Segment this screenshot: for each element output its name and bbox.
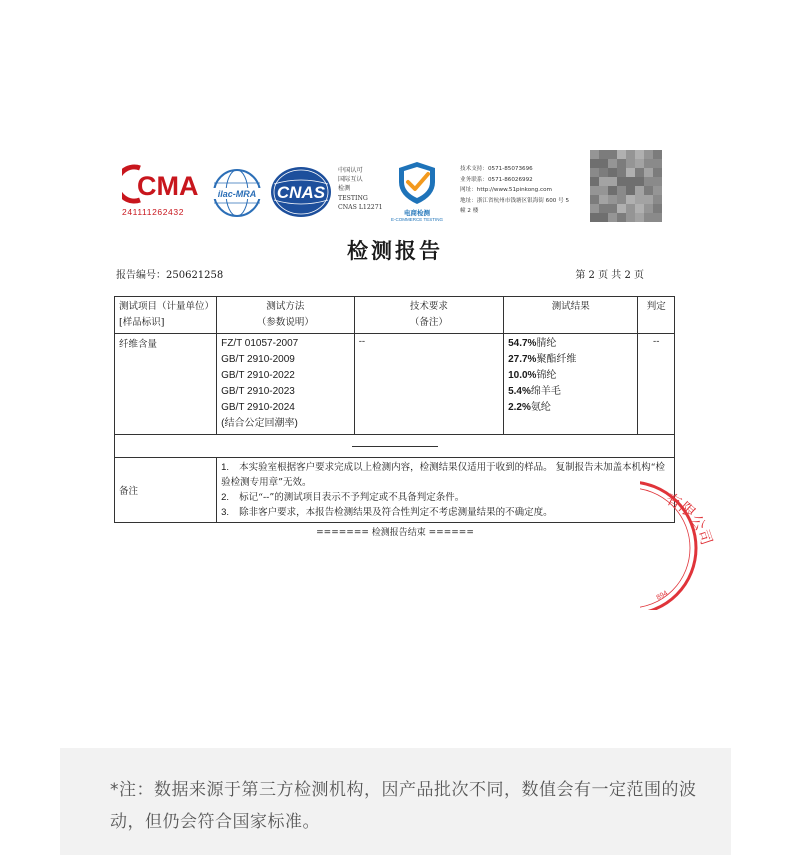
cell-methods xyxy=(217,334,355,435)
header-requirement-line: （备注） xyxy=(409,317,448,328)
qr-pixel xyxy=(644,186,653,195)
separator-row xyxy=(115,435,675,458)
qr-pixel xyxy=(635,177,644,186)
contact-line: 业务联系：0571-86026992 xyxy=(460,176,533,183)
table-row xyxy=(115,334,675,435)
header-test-method xyxy=(217,297,355,334)
qr-pixel xyxy=(626,159,635,168)
ecommerce-subtitle: E-COMMERCE TESTING xyxy=(391,217,443,222)
qr-pixel xyxy=(626,204,635,213)
note-item xyxy=(221,505,670,520)
certification-logos xyxy=(120,160,680,222)
qr-pixel xyxy=(608,177,617,186)
qr-pixel xyxy=(635,204,644,213)
qr-pixel xyxy=(626,186,635,195)
cnas-line: 中国认可 xyxy=(338,167,363,174)
qr-pixel xyxy=(644,150,653,159)
separator-line xyxy=(352,446,438,447)
qr-pixel xyxy=(635,213,644,222)
cell-judgement: -- xyxy=(638,334,675,435)
result-fiber: 氨纶 xyxy=(530,402,551,413)
cma-mark-text: CMA xyxy=(137,171,198,201)
report-number-label: 报告编号： xyxy=(116,270,166,281)
page-info: 第 2 页 共 2 页 xyxy=(575,270,644,281)
contact-line: 幢 2 楼 xyxy=(460,208,479,214)
ilac-mra-logo xyxy=(212,168,262,218)
qr-pixel xyxy=(608,213,617,222)
footer-note-panel xyxy=(60,748,731,855)
qr-pixel xyxy=(590,195,599,204)
report-title: 检测报告 xyxy=(347,238,443,263)
qr-pixel xyxy=(635,195,644,204)
qr-pixel xyxy=(599,168,608,177)
qr-pixel xyxy=(644,159,653,168)
cnas-globe-icon xyxy=(270,166,332,218)
qr-pixel xyxy=(590,168,599,177)
qr-pixel xyxy=(599,195,608,204)
qr-pixel xyxy=(608,195,617,204)
result-percent: 2.2% xyxy=(508,402,531,413)
note-number: 1. xyxy=(221,462,230,473)
stamp-code: 894 xyxy=(655,589,670,602)
qr-pixel xyxy=(608,159,617,168)
qr-pixel xyxy=(653,168,662,177)
qr-pixel xyxy=(635,159,644,168)
qr-pixel xyxy=(590,150,599,159)
cnas-line: TESTING xyxy=(338,194,368,202)
qr-pixel xyxy=(617,186,626,195)
note-text: 本实验室根据客户要求完成以上检测内容，检测结果仅适用于收到的样品。 复制报告未加盖本机构“检验检测专用章”无效。 xyxy=(221,462,665,488)
qr-pixel xyxy=(617,177,626,186)
report-end-mark: ======= 检测报告结束 ====== xyxy=(316,528,474,538)
qr-pixel xyxy=(635,150,644,159)
qr-pixel xyxy=(599,186,608,195)
header-test-method-line: （参数说明） xyxy=(256,317,314,328)
method-standard: GB/T 2910-2023 xyxy=(221,386,295,397)
remark-notes xyxy=(217,458,675,523)
qr-pixel xyxy=(644,177,653,186)
header-test-item xyxy=(115,297,217,334)
qr-pixel xyxy=(617,168,626,177)
qr-pixel xyxy=(599,204,608,213)
cma-logo xyxy=(122,164,204,222)
qr-pixel xyxy=(626,213,635,222)
header-test-item-line: 测试项目（计量单位） xyxy=(119,301,215,312)
note-number: 3. xyxy=(221,507,230,518)
qr-pixel xyxy=(599,159,608,168)
qr-pixel xyxy=(608,204,617,213)
stamp-text: 有限公司 xyxy=(663,489,716,548)
remarks-row xyxy=(115,458,675,523)
ilac-text: ilac-MRA xyxy=(217,189,257,199)
qr-pixel xyxy=(653,213,662,222)
cell-test-item: 纤维含量 xyxy=(115,334,217,435)
qr-pixel xyxy=(608,186,617,195)
cnas-logo xyxy=(270,166,332,218)
remark-label: 备注 xyxy=(115,458,217,523)
report-number xyxy=(116,266,223,281)
table-header-row xyxy=(115,297,675,334)
report-number-value: 250621258 xyxy=(166,270,224,281)
contact-line: 地址：浙江省杭州市钱塘区银海街 600 号 5 xyxy=(460,197,570,204)
qr-pixel xyxy=(653,186,662,195)
separator-cell xyxy=(115,435,675,458)
qr-pixel xyxy=(626,150,635,159)
qr-pixel xyxy=(626,195,635,204)
qr-pixel xyxy=(644,168,653,177)
qr-pixel xyxy=(617,159,626,168)
qr-pixel xyxy=(626,177,635,186)
cma-mark-icon xyxy=(122,164,198,204)
contact-info xyxy=(460,164,588,217)
qr-pixel xyxy=(590,186,599,195)
qr-pixel xyxy=(653,177,662,186)
method-standard: GB/T 2910-2024 xyxy=(221,402,295,413)
qr-pixel xyxy=(590,204,599,213)
method-standard: GB/T 2910-2022 xyxy=(221,370,295,381)
ilac-globe-icon xyxy=(212,168,262,218)
result-line xyxy=(508,336,633,352)
header-requirement-line: 技术要求 xyxy=(409,301,448,312)
qr-pixel xyxy=(599,150,608,159)
method-standard: FZ/T 01057-2007 xyxy=(221,338,299,349)
qr-pixel xyxy=(635,168,644,177)
qr-pixel xyxy=(617,213,626,222)
result-line xyxy=(508,368,633,384)
qr-pixel xyxy=(599,213,608,222)
result-percent: 5.4% xyxy=(508,386,531,397)
result-line xyxy=(508,384,633,400)
cnas-line: 国际互认 xyxy=(338,176,363,184)
header-judgement: 判定 xyxy=(638,297,675,334)
method-note: (结合公定回潮率) xyxy=(221,418,298,429)
header-test-method-line: 测试方法 xyxy=(266,301,305,312)
cnas-line: CNAS L12271 xyxy=(338,203,383,211)
qr-pixel xyxy=(653,204,662,213)
result-percent: 10.0% xyxy=(508,370,537,381)
test-results-table xyxy=(114,296,675,523)
qr-pixel xyxy=(608,168,617,177)
qr-pixel xyxy=(653,150,662,159)
ecommerce-testing-logo xyxy=(388,160,446,220)
cnas-line: 检测 xyxy=(338,185,351,193)
cma-code: 241111262432 xyxy=(122,207,185,217)
method-standard: GB/T 2910-2009 xyxy=(221,354,295,365)
contact-line: 网址：http://www.51pinkong.com xyxy=(460,187,552,193)
qr-pixel xyxy=(590,177,599,186)
qr-pixel xyxy=(590,213,599,222)
cnas-accreditation-text xyxy=(338,166,383,212)
result-percent: 27.7% xyxy=(508,354,537,365)
header-test-item-line: [样品标识] xyxy=(119,317,165,328)
result-line xyxy=(508,352,633,368)
note-number: 2. xyxy=(221,492,230,503)
result-fiber: 腈纶 xyxy=(536,338,557,349)
shield-check-icon xyxy=(395,160,439,206)
qr-pixel xyxy=(653,159,662,168)
header-result: 测试结果 xyxy=(504,297,638,334)
result-line xyxy=(508,400,633,416)
blurred-qr-code xyxy=(590,150,662,222)
cell-requirement: -- xyxy=(354,334,503,435)
qr-pixel xyxy=(653,195,662,204)
qr-pixel xyxy=(608,150,617,159)
qr-pixel xyxy=(644,195,653,204)
result-fiber: 锦纶 xyxy=(536,370,557,381)
note-text: 除非客户要求，本报告检测结果及符合性判定不考虑测量结果的不确定度。 xyxy=(239,507,553,518)
qr-pixel xyxy=(599,177,608,186)
result-percent: 54.7% xyxy=(508,338,537,349)
result-fiber: 聚酯纤维 xyxy=(536,354,577,365)
red-seal-stamp xyxy=(640,470,750,610)
ecommerce-title: 电商检测 xyxy=(404,209,430,217)
contact-line: 技术支持：0571-85073696 xyxy=(460,166,533,172)
qr-pixel xyxy=(617,204,626,213)
note-item xyxy=(221,490,670,505)
note-text: 标记“--”的测试项目表示不予判定或不具备判定条件。 xyxy=(239,492,465,503)
cnas-text: CNAS xyxy=(276,183,326,202)
result-fiber: 绵羊毛 xyxy=(530,386,561,397)
qr-pixel xyxy=(617,195,626,204)
qr-pixel xyxy=(635,186,644,195)
qr-pixel xyxy=(644,213,653,222)
header-requirement xyxy=(354,297,503,334)
qr-pixel xyxy=(626,168,635,177)
qr-pixel xyxy=(617,150,626,159)
footer-note: *注：数据来源于第三方检测机构，因产品批次不同，数值会有一定范围的波动，但仍会符合国家标准。 xyxy=(110,780,697,832)
qr-pixel xyxy=(590,159,599,168)
cell-results xyxy=(504,334,638,435)
note-item xyxy=(221,460,670,490)
qr-pixel xyxy=(644,204,653,213)
